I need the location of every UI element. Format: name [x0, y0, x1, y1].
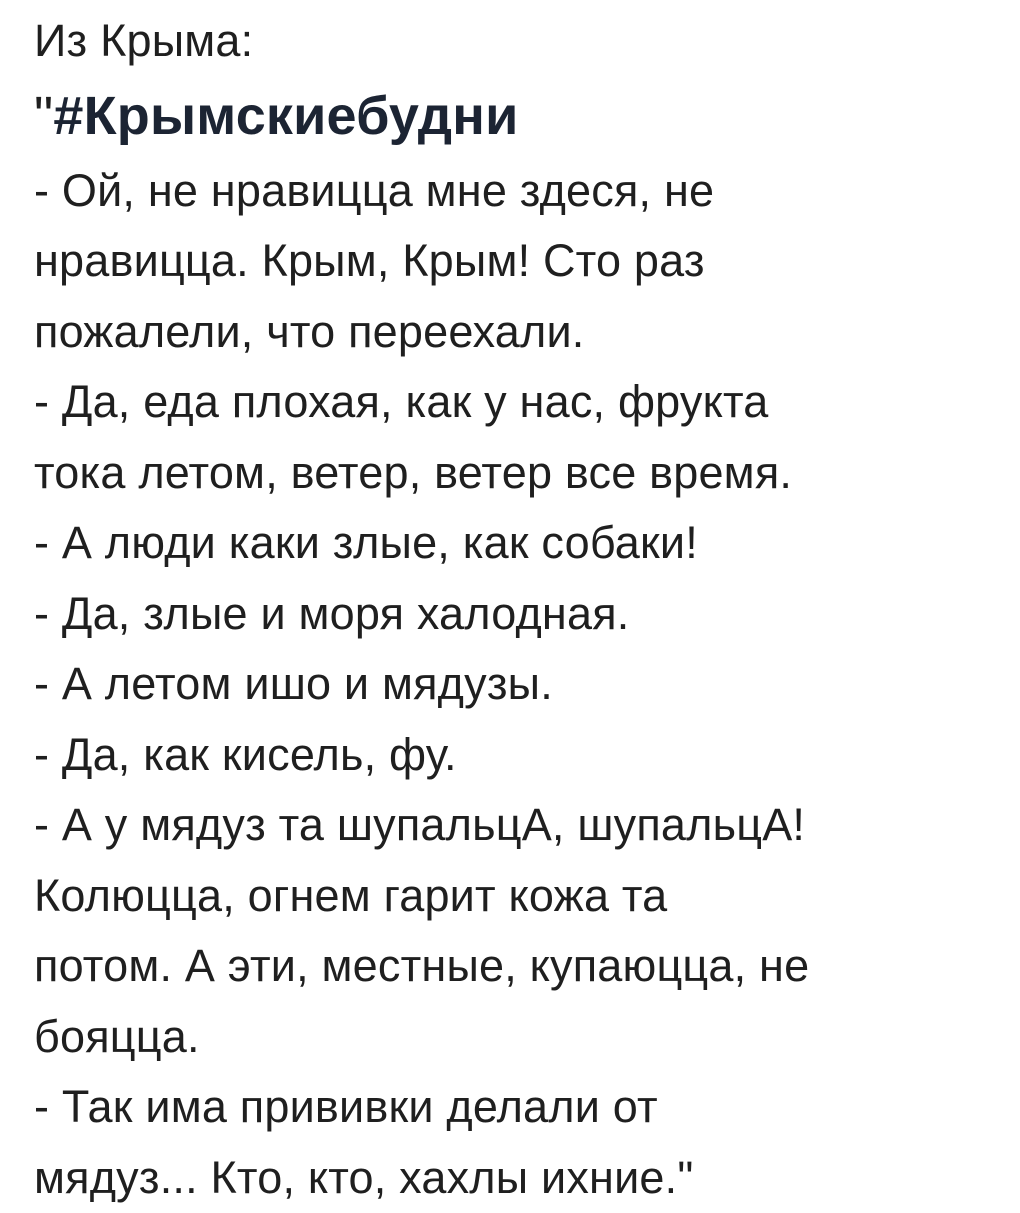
- dialogue-lines: [34, 156, 990, 1213]
- hashtag-link[interactable]: #Крымскиебудни: [53, 86, 518, 146]
- intro-line: Из Крыма:: [34, 6, 990, 77]
- text-line: Колюцца, огнем гарит кожа та: [34, 861, 990, 932]
- text-line: пожалели, что переехали.: [34, 297, 990, 368]
- text-line: бояцца.: [34, 1002, 990, 1073]
- hashtag-line: [34, 77, 990, 156]
- text-line: - Ой, не нравицца мне здеся, не: [34, 156, 990, 227]
- text-line: - Да, еда плохая, как у нас, фрукта: [34, 367, 990, 438]
- text-line: мядуз... Кто, кто, хахлы ихние.": [34, 1143, 990, 1213]
- text-line: тока летом, ветер, ветер все время.: [34, 438, 990, 509]
- text-line: - Так има прививки делали от: [34, 1072, 990, 1143]
- text-line: - А у мядуз та шупальцА, шупальцА!: [34, 790, 990, 861]
- text-line: - Да, как кисель, фу.: [34, 720, 990, 791]
- text-line: потом. А эти, местные, купаюцца, не: [34, 931, 990, 1002]
- text-line: - А люди каки злые, как собаки!: [34, 508, 990, 579]
- text-line: - А летом ишо и мядузы.: [34, 649, 990, 720]
- text-line: - Да, злые и моря халодная.: [34, 579, 990, 650]
- text-line: нравицца. Крым, Крым! Сто раз: [34, 226, 990, 297]
- open-quote: ": [34, 86, 53, 146]
